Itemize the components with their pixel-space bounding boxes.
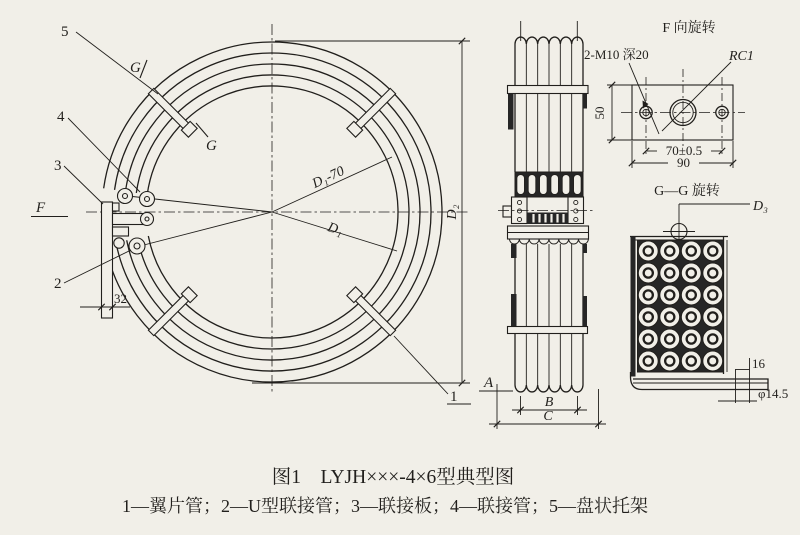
- section-label-g-bottom: G: [206, 138, 217, 154]
- upper-tube-bank: [515, 44, 583, 172]
- view-label-f: F: [36, 200, 46, 216]
- u-bend-row: [515, 172, 583, 197]
- svg-text:32: 32: [114, 291, 127, 306]
- section-label-a: A: [484, 375, 494, 391]
- svg-text:90: 90: [677, 155, 690, 170]
- connection-assembly: [102, 189, 155, 319]
- upper-band-clamp: [508, 86, 589, 94]
- dim-phi-14-5: [718, 386, 788, 401]
- svg-text:16: 16: [752, 356, 765, 371]
- radius-line-lower-left: [140, 212, 272, 246]
- part-label-4: 4: [57, 109, 65, 125]
- dim-d3: D₃: [753, 199, 768, 214]
- side-elevation-view: [479, 21, 606, 429]
- svg-text:φ14.5: φ14.5: [758, 386, 789, 401]
- tube-top-scallops: [515, 37, 583, 44]
- f-view-title: F 向旋转: [662, 21, 716, 36]
- g-view-title: G—G 旋转: [654, 184, 720, 199]
- section-mark-g-bottom: [196, 123, 208, 137]
- section-label-g-top: G: [130, 60, 141, 76]
- part-label-5: 5: [61, 24, 69, 40]
- svg-text:70±0.5: 70±0.5: [665, 143, 703, 158]
- g-g-rotated-view: [630, 183, 788, 403]
- bracket-bolt: [736, 358, 750, 403]
- dim-16: [736, 356, 766, 371]
- svg-text:D₂: D₂: [445, 204, 460, 220]
- bolted-joint-assembly: [498, 197, 593, 244]
- tube-bottom-scallops: [515, 385, 583, 392]
- svg-text:C: C: [543, 409, 553, 424]
- figure-legend: 1—翼片管；2—U型联接管；3—联接板；4—联接管；5—盘状托架: [122, 496, 648, 516]
- radius-line-d1-70: [272, 157, 392, 212]
- lower-band-clamp: [508, 327, 588, 334]
- part-label-3: 3: [54, 158, 62, 174]
- figure-title: 图1 LYJH×××-4×6型典型图: [271, 467, 515, 488]
- svg-text:B: B: [544, 395, 554, 410]
- plan-view-coil: [31, 24, 471, 405]
- thread-note: 2-M10 深20: [584, 47, 649, 62]
- lower-tube-bank: [515, 244, 583, 385]
- f-rotated-view: [584, 20, 754, 170]
- rc-note: RC1: [729, 49, 754, 64]
- dim-d1: D₁: [325, 220, 345, 240]
- section-mark-g-top: [140, 60, 147, 78]
- part-label-2: 2: [54, 276, 62, 292]
- caption: [122, 466, 648, 516]
- svg-text:50: 50: [592, 106, 607, 120]
- dim-d1-70: D₁-70: [310, 163, 347, 192]
- part-label-1: 1: [450, 389, 458, 405]
- finned-tube-grid: [638, 240, 724, 372]
